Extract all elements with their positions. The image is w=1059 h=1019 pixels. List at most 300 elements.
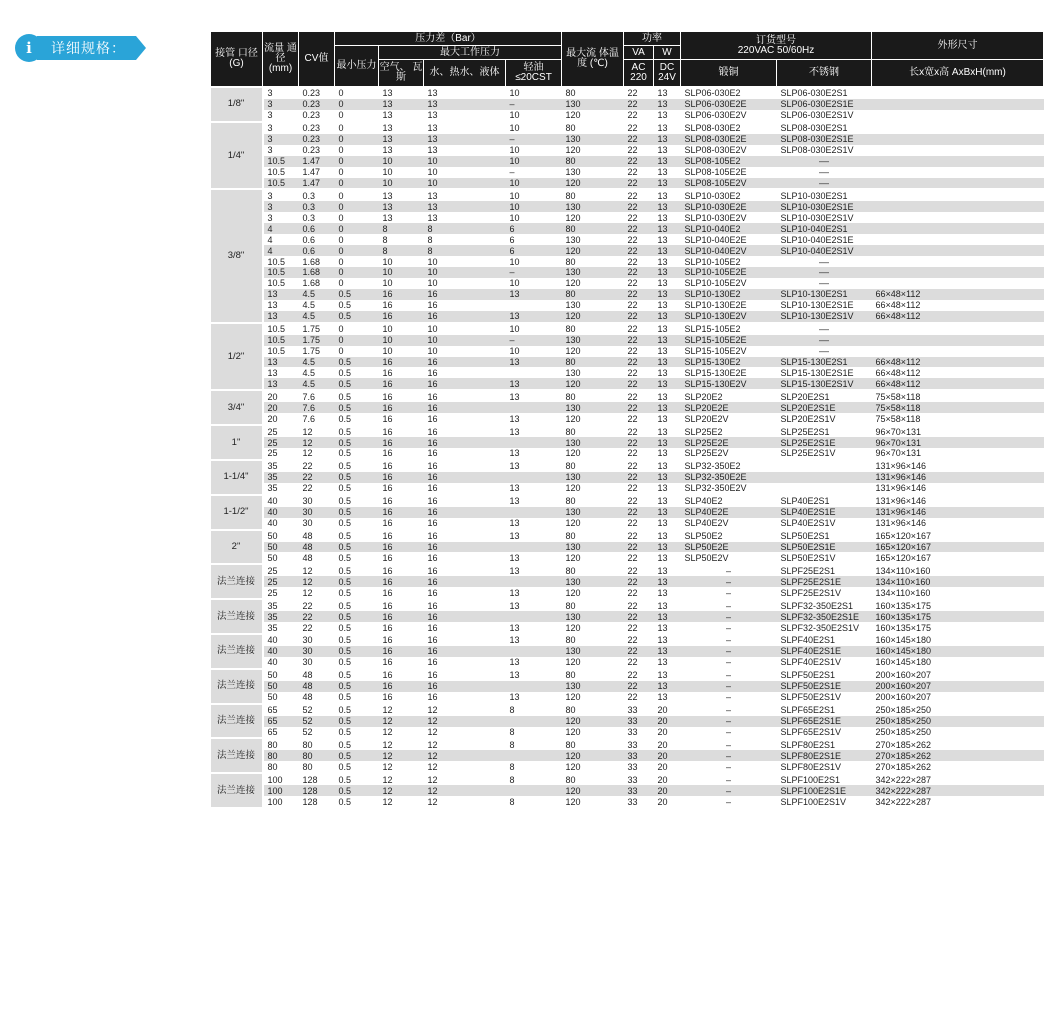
max-temp-cell: 130 [565, 367, 581, 378]
dc-cell: 13 [657, 622, 668, 633]
dc-cell: 20 [654, 704, 681, 716]
cv-cell: 7.6 [302, 413, 316, 424]
light-oil-cell: 13 [506, 599, 562, 611]
max-temp-cell: 130 [562, 402, 624, 413]
stainless-model-cell: SLPF50E2S1 [777, 669, 872, 681]
brass-model-cell: SLP50E2E [681, 542, 777, 553]
light-oil-cell [506, 402, 562, 413]
light-oil-cell: – [506, 99, 562, 110]
max-temp-cell: 80 [562, 87, 624, 99]
table-row [211, 542, 1044, 553]
light-oil-cell: 13 [509, 448, 520, 459]
dc-cell: 20 [654, 716, 681, 727]
brass-model-cell: – [681, 611, 777, 622]
dimensions-cell [872, 201, 1044, 212]
flow-dia-cell: 10.5 [267, 256, 286, 267]
air-gas-cell: 13 [379, 99, 424, 110]
air-gas-cell: 13 [379, 201, 424, 212]
light-oil-cell: 13 [509, 622, 520, 633]
dc-cell: 13 [657, 657, 668, 668]
dimensions-cell: 160×135×175 [875, 622, 932, 633]
brass-model-cell: SLP10-130E2 [681, 289, 777, 300]
max-temp-cell: 130 [562, 437, 624, 448]
header-w: W [654, 46, 681, 60]
dc-cell: 13 [654, 472, 681, 483]
dimensions-cell [872, 256, 1044, 267]
flow-dia-cell: 10.5 [263, 267, 299, 278]
flow-dia-cell: 3 [267, 145, 273, 156]
min-pressure-cell: 0.5 [335, 716, 379, 727]
water-cell: 13 [427, 212, 438, 223]
cv-cell: 12 [302, 448, 313, 459]
light-oil-cell: 6 [506, 245, 562, 256]
flow-dia-cell: 20 [267, 413, 278, 424]
light-oil-cell [506, 785, 562, 796]
air-gas-cell: 16 [382, 448, 393, 459]
min-pressure-cell: 0.5 [338, 692, 352, 703]
min-pressure-cell: 0 [338, 167, 344, 178]
ac-cell: 33 [627, 796, 638, 807]
min-pressure-cell: 0.5 [335, 681, 379, 692]
max-temp-cell: 80 [562, 530, 624, 542]
ac-cell: 33 [624, 773, 654, 785]
ac-cell: 22 [624, 189, 654, 201]
light-oil-cell: 8 [506, 704, 562, 716]
air-gas-cell: 16 [379, 669, 424, 681]
water-cell: 10 [424, 335, 506, 346]
dc-cell: 13 [654, 357, 681, 368]
min-pressure-cell: 0 [338, 145, 344, 156]
table-row [211, 576, 1044, 587]
dimensions-cell [872, 167, 1044, 178]
dc-cell: 13 [657, 587, 668, 598]
table-row [211, 122, 1044, 134]
brass-model-cell: – [681, 704, 777, 716]
stainless-model-cell: SLPF50E2S1V [780, 692, 842, 703]
air-gas-cell: 16 [379, 646, 424, 657]
water-cell: 16 [424, 576, 506, 587]
ac-cell: 22 [624, 87, 654, 99]
table-row [211, 599, 1044, 611]
ac-cell: 22 [627, 167, 638, 178]
brass-model-cell: SLP25E2 [681, 425, 777, 437]
ac-cell: 22 [627, 278, 638, 289]
stainless-model-cell: SLP10-130E2S1 [777, 289, 872, 300]
air-gas-cell: 13 [382, 145, 393, 156]
brass-model-cell: SLP10-030E2 [681, 189, 777, 201]
max-temp-cell: 80 [562, 704, 624, 716]
dc-cell: 13 [654, 402, 681, 413]
flow-dia-cell: 3 [267, 212, 273, 223]
cv-cell: 48 [299, 530, 335, 542]
min-pressure-cell: 0.5 [338, 483, 352, 494]
brass-model-cell: SLP20E2V [684, 413, 729, 424]
size-cell: 2" [211, 530, 263, 565]
brass-model-cell: SLP10-030E2E [681, 201, 777, 212]
max-temp-cell: 120 [562, 378, 624, 390]
brass-model-cell: SLP15-130E2 [681, 357, 777, 368]
light-oil-cell [506, 611, 562, 622]
light-oil-cell: 10 [509, 346, 520, 357]
stainless-model-cell: SLP10-040E2S1E [780, 234, 854, 245]
dimensions-cell [872, 87, 1044, 99]
table-row [211, 622, 1044, 634]
air-gas-cell: 12 [379, 704, 424, 716]
min-pressure-cell: 0.5 [338, 622, 352, 633]
max-temp-cell: 120 [565, 413, 581, 424]
cv-cell: 80 [299, 750, 335, 761]
air-gas-cell: 8 [379, 245, 424, 256]
max-temp-cell: 120 [565, 657, 581, 668]
table-row [211, 390, 1044, 402]
table-row [211, 335, 1044, 346]
cv-cell: 1.68 [299, 267, 335, 278]
brass-model-cell: – [725, 796, 731, 807]
light-oil-cell: 13 [506, 634, 562, 646]
table-row [211, 212, 1044, 223]
min-pressure-cell: 0 [338, 234, 344, 245]
header-flow-dia: 流量 通径 (mm) [263, 32, 299, 88]
max-temp-cell: 80 [562, 634, 624, 646]
stainless-model-cell: SLP10-030E2S1 [777, 189, 872, 201]
min-pressure-cell: 0 [335, 122, 379, 134]
cv-cell: 128 [299, 773, 335, 785]
air-gas-cell: 16 [382, 300, 393, 311]
stainless-model-cell: SLP06-030E2S1V [780, 110, 854, 121]
ac-cell: 22 [624, 495, 654, 507]
cv-cell: 4.5 [299, 378, 335, 390]
stainless-model-cell: SLPF40E2S1E [777, 646, 872, 657]
max-temp-cell: 130 [565, 234, 581, 245]
stainless-model-cell: –– [777, 335, 872, 346]
table-row [211, 669, 1044, 681]
dimensions-cell [872, 145, 1044, 156]
ac-cell: 22 [627, 234, 638, 245]
dc-cell: 13 [657, 518, 668, 529]
cv-cell: 0.3 [299, 201, 335, 212]
table-row [211, 681, 1044, 692]
dimensions-cell: 270×185×262 [875, 761, 932, 772]
stainless-model-cell: SLPF100E2S1E [777, 785, 872, 796]
light-oil-cell: 13 [509, 657, 520, 668]
size-cell: 法兰连接 [211, 564, 263, 599]
dc-cell: 13 [654, 460, 681, 472]
dimensions-cell [872, 335, 1044, 346]
air-gas-cell: 16 [379, 289, 424, 300]
max-temp-cell: 120 [565, 587, 581, 598]
flow-dia-cell: 50 [267, 692, 278, 703]
dimensions-cell: 131×96×146 [875, 483, 927, 494]
air-gas-cell: 16 [379, 357, 424, 368]
flow-dia-cell: 80 [263, 750, 299, 761]
light-oil-cell [506, 437, 562, 448]
water-cell: 10 [427, 346, 438, 357]
brass-model-cell: – [681, 634, 777, 646]
stainless-model-cell: SLP10-040E2S1 [777, 223, 872, 234]
water-cell: 16 [424, 542, 506, 553]
table-row [211, 564, 1044, 576]
dimensions-cell: 66×48×112 [875, 367, 921, 378]
min-pressure-cell: 0.5 [335, 542, 379, 553]
ac-cell: 22 [624, 323, 654, 335]
size-cell: 法兰连接 [211, 738, 263, 773]
dimensions-cell: 66×48×112 [872, 311, 1044, 323]
flow-dia-cell: 50 [263, 530, 299, 542]
max-temp-cell: 120 [562, 785, 624, 796]
max-temp-cell: 80 [562, 189, 624, 201]
min-pressure-cell: 0.5 [335, 750, 379, 761]
light-oil-cell: 13 [509, 587, 520, 598]
min-pressure-cell: 0.5 [335, 785, 379, 796]
size-cell: 1-1/2" [211, 495, 263, 530]
table-row [211, 99, 1044, 110]
brass-model-cell: SLP15-105E2E [681, 335, 777, 346]
dc-cell: 13 [654, 390, 681, 402]
min-pressure-cell: 0 [335, 323, 379, 335]
brass-model-cell: SLP25E2E [681, 437, 777, 448]
water-cell: 16 [424, 669, 506, 681]
brass-model-cell: SLP40E2V [684, 518, 729, 529]
ac-cell: 22 [624, 335, 654, 346]
stainless-model-cell: SLP40E2S1V [780, 518, 836, 529]
flow-dia-cell: 35 [263, 599, 299, 611]
stainless-model-cell: SLP10-030E2S1V [780, 212, 854, 223]
brass-model-cell: – [681, 646, 777, 657]
min-pressure-cell: 0 [335, 87, 379, 99]
max-temp-cell: 130 [562, 507, 624, 518]
table-row [211, 357, 1044, 368]
max-temp-cell: 120 [562, 716, 624, 727]
dc-cell: 13 [657, 256, 668, 267]
size-cell: 法兰连接 [211, 773, 263, 807]
brass-model-cell: – [725, 622, 731, 633]
brass-model-cell: SLP06-030E2 [681, 87, 777, 99]
flow-dia-cell: 4 [267, 234, 273, 245]
cv-cell: 48 [299, 681, 335, 692]
dimensions-cell: 200×160×207 [872, 681, 1044, 692]
dimensions-cell: 270×185×262 [872, 750, 1044, 761]
dc-cell: 13 [654, 542, 681, 553]
dc-cell: 20 [654, 785, 681, 796]
stainless-model-cell: –– [777, 156, 872, 167]
cv-cell: 22 [302, 483, 313, 494]
table-row [211, 300, 1044, 311]
dc-cell: 13 [654, 134, 681, 145]
ac-cell: 22 [624, 267, 654, 278]
stainless-model-cell [777, 483, 872, 495]
ac-cell: 22 [624, 178, 654, 190]
max-temp-cell: 80 [562, 357, 624, 368]
flow-dia-cell: 10.5 [267, 346, 286, 357]
dc-cell: 13 [654, 634, 681, 646]
water-cell: 13 [427, 110, 438, 121]
flow-dia-cell: 3 [263, 189, 299, 201]
header-size: 接管 口径 (G) [211, 32, 263, 88]
water-cell: 16 [427, 300, 438, 311]
table-row [211, 646, 1044, 657]
air-gas-cell: 12 [379, 738, 424, 750]
ac-cell: 22 [624, 507, 654, 518]
max-temp-cell: 120 [565, 796, 581, 807]
air-gas-cell: 13 [379, 134, 424, 145]
header-water: 水、热水、液体 [424, 60, 506, 88]
cv-cell: 30 [302, 657, 313, 668]
water-cell: 8 [424, 245, 506, 256]
table-row [211, 460, 1044, 472]
ac-cell: 22 [624, 634, 654, 646]
dc-cell: 20 [657, 726, 668, 737]
header-power: 功率 [624, 32, 681, 46]
flow-dia-cell: 13 [267, 367, 278, 378]
header-dc: DC 24V [654, 60, 681, 88]
max-temp-cell: 120 [565, 622, 581, 633]
dc-cell: 13 [657, 145, 668, 156]
table-row [211, 413, 1044, 425]
table-row [211, 346, 1044, 357]
dc-cell: 13 [657, 346, 668, 357]
ac-cell: 22 [627, 552, 638, 563]
table-row [211, 256, 1044, 267]
stainless-model-cell: SLPF80E2S1 [777, 738, 872, 750]
light-oil-cell: 8 [506, 738, 562, 750]
air-gas-cell: 16 [382, 483, 393, 494]
cv-cell: 22 [299, 472, 335, 483]
ac-cell: 22 [624, 289, 654, 300]
stainless-model-cell: SLP20E2S1V [780, 413, 836, 424]
air-gas-cell: 16 [382, 552, 393, 563]
light-oil-cell: 13 [509, 413, 520, 424]
water-cell: 16 [424, 530, 506, 542]
water-cell: 16 [424, 311, 506, 323]
header-air-gas: 空气、 瓦斯 [379, 60, 424, 88]
min-pressure-cell: 0 [335, 134, 379, 145]
max-temp-cell: 80 [562, 323, 624, 335]
air-gas-cell: 12 [382, 761, 393, 772]
spec-table-header [211, 32, 1044, 88]
dc-cell: 13 [654, 507, 681, 518]
brass-model-cell: – [681, 738, 777, 750]
table-row [211, 738, 1044, 750]
brass-model-cell: SLP15-105E2 [681, 323, 777, 335]
dc-cell: 13 [657, 110, 668, 121]
spec-table-body [211, 87, 1044, 807]
flow-dia-cell: 3 [263, 87, 299, 99]
cv-cell: 12 [299, 437, 335, 448]
cv-cell: 22 [299, 611, 335, 622]
air-gas-cell: 13 [379, 122, 424, 134]
ac-cell: 22 [624, 460, 654, 472]
air-gas-cell: 13 [382, 110, 393, 121]
water-cell: 13 [424, 201, 506, 212]
dc-cell: 13 [654, 669, 681, 681]
ac-cell: 22 [624, 402, 654, 413]
table-row [211, 587, 1044, 599]
flow-dia-cell: 35 [267, 483, 278, 494]
max-temp-cell: 120 [565, 726, 581, 737]
header-min-pressure: 最小压力 [335, 46, 379, 88]
table-row [211, 267, 1044, 278]
flow-dia-cell: 3 [263, 134, 299, 145]
brass-model-cell: SLP10-130E2E [684, 300, 747, 311]
cv-cell: 4.5 [299, 357, 335, 368]
ac-cell: 22 [627, 622, 638, 633]
dimensions-cell: 270×185×262 [872, 738, 1044, 750]
min-pressure-cell: 0.5 [338, 796, 352, 807]
size-cell: 3/4" [211, 390, 263, 425]
light-oil-cell [506, 367, 562, 378]
water-cell: 12 [424, 704, 506, 716]
table-row [211, 518, 1044, 530]
dc-cell: 20 [657, 761, 668, 772]
water-cell: 16 [424, 289, 506, 300]
light-oil-cell: 10 [509, 212, 520, 223]
stainless-model-cell [777, 460, 872, 472]
flow-dia-cell: 20 [263, 402, 299, 413]
table-row [211, 773, 1044, 785]
min-pressure-cell: 0.5 [338, 552, 352, 563]
stainless-model-cell: SLP08-030E2S1E [777, 134, 872, 145]
water-cell: 8 [424, 223, 506, 234]
light-oil-cell: – [506, 134, 562, 145]
cv-cell: 22 [302, 622, 313, 633]
cv-cell: 1.75 [299, 335, 335, 346]
dc-cell: 13 [654, 267, 681, 278]
table-row [211, 472, 1044, 483]
flow-dia-cell: 10.5 [263, 178, 299, 190]
cv-cell: 1.68 [302, 278, 321, 289]
ac-cell: 22 [624, 530, 654, 542]
dimensions-cell: 131×96×146 [872, 495, 1044, 507]
ac-cell: 22 [627, 692, 638, 703]
dc-cell: 13 [654, 681, 681, 692]
ac-cell: 33 [624, 785, 654, 796]
cv-cell: 80 [302, 761, 313, 772]
dimensions-cell: 165×120×167 [872, 530, 1044, 542]
brass-model-cell: SLP20E2 [681, 390, 777, 402]
brass-model-cell: SLP10-040E2 [681, 223, 777, 234]
dimensions-cell: 131×96×146 [875, 518, 927, 529]
water-cell: 16 [427, 657, 438, 668]
brass-model-cell: SLP08-105E2 [681, 156, 777, 167]
brass-model-cell: – [681, 785, 777, 796]
table-row [211, 245, 1044, 256]
water-cell: 10 [427, 278, 438, 289]
min-pressure-cell: 0.5 [335, 472, 379, 483]
brass-model-cell: – [725, 726, 731, 737]
dimensions-cell [872, 245, 1044, 256]
dimensions-cell: 134×110×160 [875, 587, 931, 598]
ac-cell: 22 [627, 483, 638, 494]
ac-cell: 33 [627, 726, 638, 737]
stainless-model-cell: –– [818, 278, 829, 289]
max-temp-cell: 120 [565, 110, 581, 121]
min-pressure-cell: 0.5 [335, 437, 379, 448]
water-cell: 16 [424, 378, 506, 390]
max-temp-cell: 120 [565, 518, 581, 529]
ac-cell: 22 [624, 357, 654, 368]
light-oil-cell: 13 [506, 460, 562, 472]
ac-cell: 22 [624, 599, 654, 611]
light-oil-cell: 13 [509, 518, 520, 529]
flow-dia-cell: 50 [267, 552, 278, 563]
light-oil-cell: 10 [506, 189, 562, 201]
header-order-model-label: 订货型号 [756, 34, 796, 46]
dc-cell: 13 [654, 201, 681, 212]
flow-dia-cell: 3 [263, 122, 299, 134]
dimensions-cell [872, 110, 1044, 122]
cv-cell: 1.68 [302, 256, 321, 267]
max-temp-cell: 120 [565, 212, 581, 223]
